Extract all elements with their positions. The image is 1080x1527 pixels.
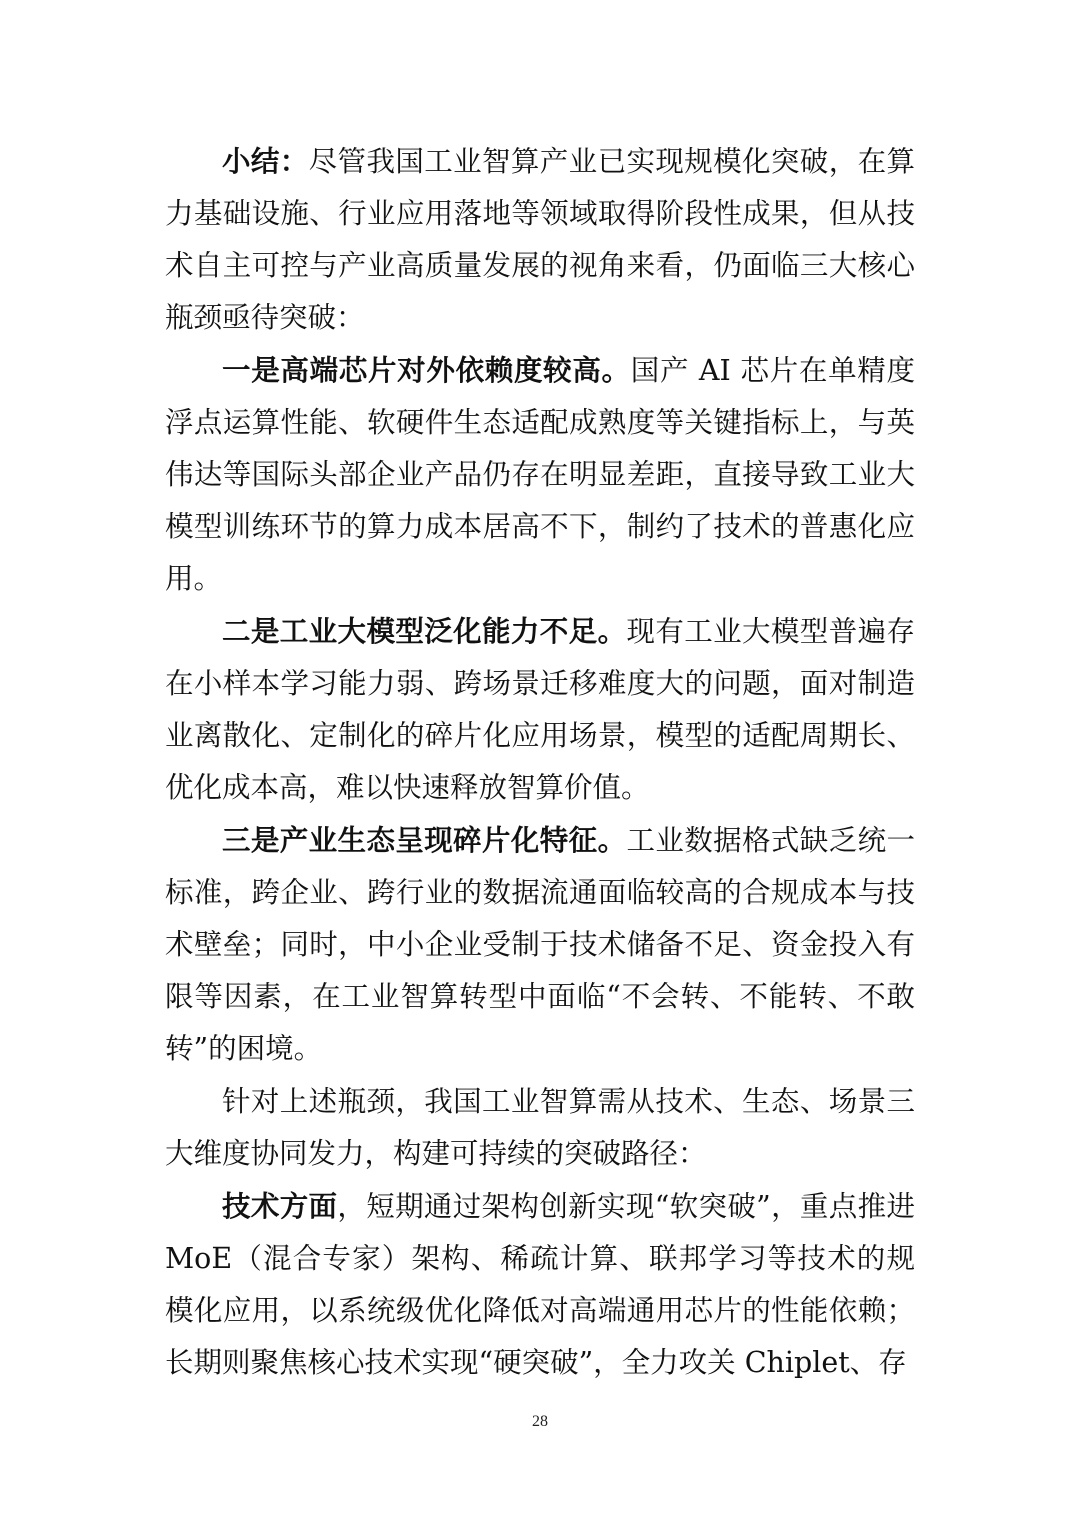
paragraph-lead: 小结： (222, 144, 309, 178)
paragraph-point-three (165, 814, 915, 1075)
paragraph-lead: 一是高端芯片对外依赖度较高。 (222, 353, 631, 387)
paragraph-path-intro (165, 1075, 915, 1180)
paragraph-text: 尽管我国工业智算产业已实现规模化突破，在算力基础设施、行业应用落地等领域取得阶段性成果，但从技术自主可控与产业高质量发展的视角来看，仍面临三大核心瓶颈亟待突破： (165, 145, 915, 334)
paragraph-lead: 三是产业生态呈现碎片化特征。 (222, 823, 627, 857)
paragraph-lead: 二是工业大模型泛化能力不足。 (222, 614, 627, 648)
paragraph-text: 国产 AI 芯片在单精度浮点运算性能、软硬件生态适配成熟度等关键指标上，与英伟达等国际头部企业产品仍存在明显差距，直接导致工业大模型训练环节的算力成本居高不下，制约了技术的普惠化应用。 (165, 354, 915, 595)
paragraph-lead: 技术方面 (222, 1189, 338, 1223)
paragraph-technology (165, 1180, 915, 1389)
paragraph-point-one (165, 344, 915, 605)
paragraph-point-two (165, 605, 915, 814)
paragraph-text: 工业数据格式缺乏统一标准，跨企业、跨行业的数据流通面临较高的合规成本与技术壁垒；同时，中小企业受制于技术储备不足、资金投入有限等因素，在工业智算转型中面临“不会转、不能转、不敢转”的困境。 (165, 824, 915, 1065)
paragraph-summary (165, 135, 915, 344)
page-number: 28 (532, 1413, 548, 1430)
paragraph-text: ，短期通过架构创新实现“软突破”，重点推进 MoE（混合专家）架构、稀疏计算、联邦学习等技术的规模化应用，以系统级优化降低对高端通用芯片的性能依赖；长期则聚焦核心技术实现“硬突破”，全力攻关 Chiplet、存 (165, 1190, 915, 1379)
paragraph-text: 现有工业大模型普遍存在小样本学习能力弱、跨场景迁移难度大的问题，面对制造业离散化、定制化的碎片化应用场景，模型的适配周期长、优化成本高，难以快速释放智算价值。 (165, 615, 915, 804)
paragraph-text: 针对上述瓶颈，我国工业智算需从技术、生态、场景三大维度协同发力，构建可持续的突破路径： (165, 1085, 915, 1170)
body-text (165, 135, 915, 1389)
